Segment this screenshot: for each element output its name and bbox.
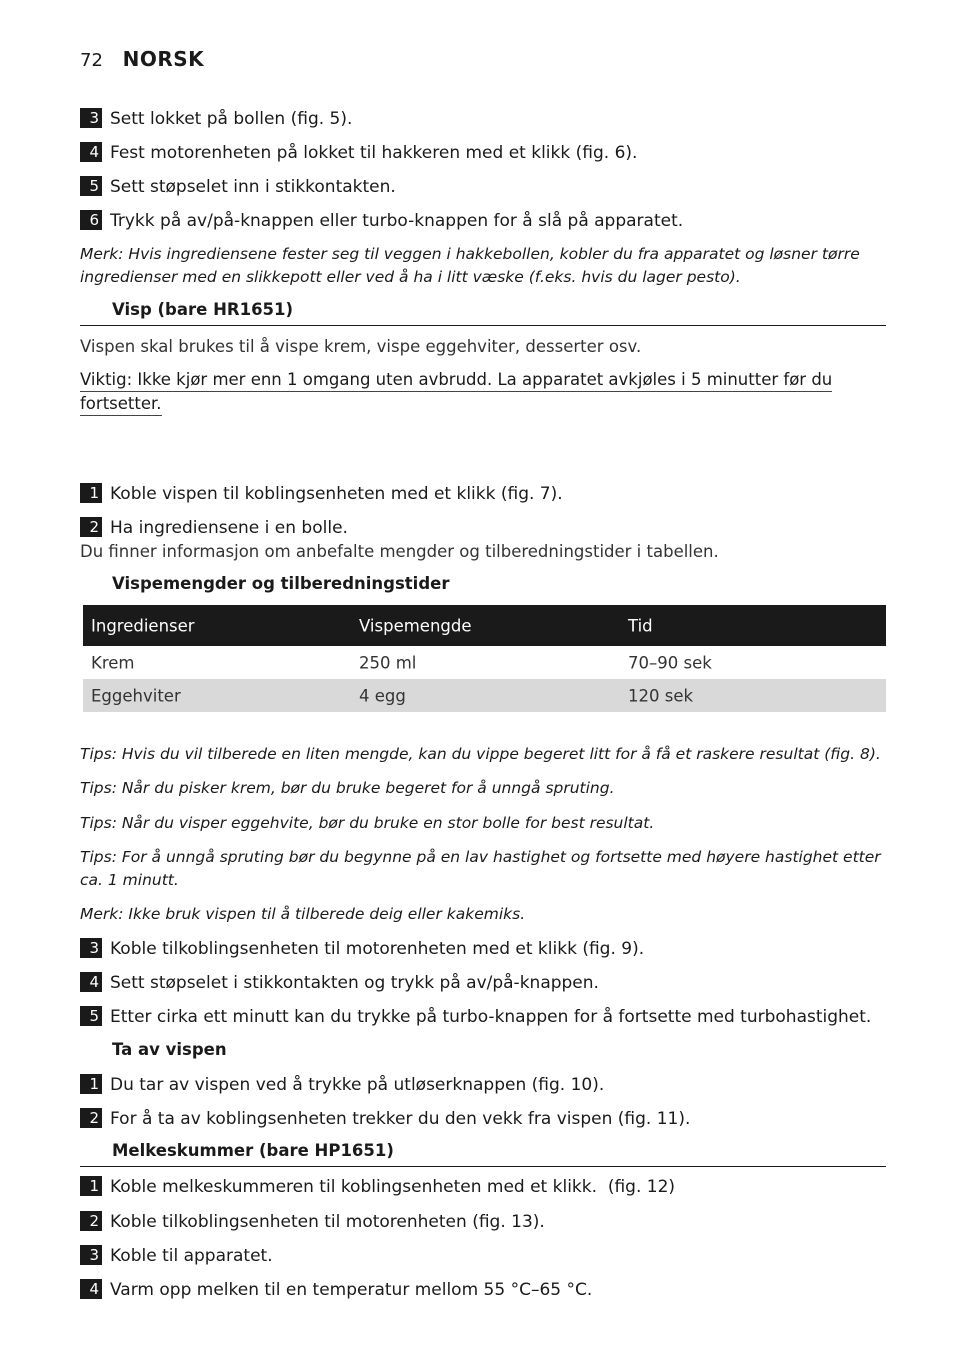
step-text: Koble vispen til koblingsenheten med et klikk (fig. 7). xyxy=(110,484,563,504)
step-number: 1 xyxy=(80,1074,102,1094)
step-text: Du tar av vispen ved å trykke på utløserknappen (fig. 10). xyxy=(110,1075,605,1095)
step-item xyxy=(80,1108,690,1130)
tip-paragraph: Tips: Hvis du vil tilberede en liten mengde, kan du vippe begeret litt for å få et raskere resultat (fig. 8). xyxy=(80,745,881,763)
step-number: 5 xyxy=(80,1006,102,1026)
step-text: Ha ingrediensene i en bolle. xyxy=(110,518,348,538)
step-text: Koble tilkoblingsenheten til motorenheten med et klikk (fig. 9). xyxy=(110,939,645,959)
step-number: 3 xyxy=(80,108,102,128)
warning-line-1: Viktig: Ikke kjør mer enn 1 omgang uten avbrudd. La apparatet avkjøles i 5 minutter før du xyxy=(80,369,832,392)
table-header-cell: Vispemengde xyxy=(359,616,472,635)
step-text: Sett støpselet i stikkontakten og trykk på av/på-knappen. xyxy=(110,973,599,993)
tip-paragraph: Tips: Når du visper eggehvite, bør du bruke en stor bolle for best resultat. xyxy=(80,814,655,832)
step-item xyxy=(80,517,348,539)
section-heading-frother: Melkeskummer (bare HP1651) xyxy=(112,1141,394,1160)
tip-paragraph: Tips: For å unngå spruting bør du begynne på en lav hastighet og fortsette med høyere hastighet etter ca. 1 minutt. xyxy=(80,848,881,889)
table-header-cell: Ingredienser xyxy=(91,616,195,635)
step-item xyxy=(80,108,352,130)
step-number: 4 xyxy=(80,972,102,992)
step-number: 2 xyxy=(80,1211,102,1231)
step-text: Sett støpselet inn i stikkontakten. xyxy=(110,177,396,197)
note-paragraph: Merk: Hvis ingrediensene fester seg til veggen i hakkebollen, kobler du fra apparatet og løsner tørre ingredienser med en slikkepott eller ved å ha i litt væske (f.eks. hvis du lager pesto). xyxy=(80,245,860,286)
table-row xyxy=(83,646,886,679)
step-item xyxy=(80,1006,871,1028)
step-text: Sett lokket på bollen (fig. 5). xyxy=(110,109,353,129)
quantities-table xyxy=(83,605,886,712)
step-text: Koble tilkoblingsenheten til motorenheten (fig. 13). xyxy=(110,1212,545,1232)
step-item xyxy=(80,1211,545,1233)
warning-line-2: fortsetter. xyxy=(80,393,162,416)
step-number: 6 xyxy=(80,210,102,230)
page-header xyxy=(80,47,204,71)
warning-paragraph xyxy=(80,368,840,416)
step-number: 3 xyxy=(80,1245,102,1265)
step-number: 5 xyxy=(80,176,102,196)
table-cell: 70–90 sek xyxy=(628,653,712,672)
table-row xyxy=(83,679,886,712)
step-number: 1 xyxy=(80,483,102,503)
table-cell: 250 ml xyxy=(359,653,417,672)
step-text: Fest motorenheten på lokket til hakkeren med et klikk (fig. 6). xyxy=(110,143,638,163)
table-header-row xyxy=(83,605,886,646)
step-item xyxy=(80,1279,592,1301)
step-number: 4 xyxy=(80,142,102,162)
table-cell: Krem xyxy=(91,653,135,672)
step-number: 2 xyxy=(80,1108,102,1128)
step-text: Koble til apparatet. xyxy=(110,1246,273,1266)
whisk-intro: Vispen skal brukes til å vispe krem, vispe eggehviter, desserter osv. xyxy=(80,337,642,356)
table-header-cell: Tid xyxy=(628,616,653,635)
step-text: Koble melkeskummeren til koblingsenheten med et klikk. (fig. 12) xyxy=(110,1177,676,1197)
step-item xyxy=(80,1245,273,1267)
step-item xyxy=(80,938,644,960)
step-item xyxy=(80,483,563,505)
table-cell: 120 sek xyxy=(628,686,694,705)
page-number: 72 xyxy=(80,50,103,71)
step-item xyxy=(80,1074,604,1096)
step-item xyxy=(80,972,599,994)
step-text: Trykk på av/på-knappen eller turbo-knappen for å slå på apparatet. xyxy=(110,211,684,231)
step-number: 4 xyxy=(80,1279,102,1299)
step-text: For å ta av koblingsenheten trekker du den vekk fra vispen (fig. 11). xyxy=(110,1109,691,1129)
note-paragraph: Merk: Ikke bruk vispen til å tilberede deig eller kakemiks. xyxy=(80,905,526,923)
table-cell: 4 egg xyxy=(359,686,406,705)
section-heading-remove: Ta av vispen xyxy=(112,1040,227,1059)
language-title: NORSK xyxy=(122,47,205,71)
step-number: 3 xyxy=(80,938,102,958)
step-text: Varm opp melken til en temperatur mellom 55 °C–65 °C. xyxy=(110,1280,593,1300)
step-item xyxy=(80,142,637,164)
section-rule xyxy=(80,325,886,326)
section-heading-whisk: Visp (bare HR1651) xyxy=(112,300,294,319)
table-heading: Vispemengder og tilberedningstider xyxy=(112,574,450,593)
step-text: Etter cirka ett minutt kan du trykke på turbo-knappen for å fortsette med turbohastighet. xyxy=(110,1007,872,1027)
step-item xyxy=(80,176,396,198)
step-item xyxy=(80,1176,675,1198)
step-item xyxy=(80,210,683,232)
step-number: 2 xyxy=(80,517,102,537)
section-rule xyxy=(80,1166,886,1167)
step-number: 1 xyxy=(80,1176,102,1196)
table-cell: Eggehviter xyxy=(91,686,181,705)
step-subtext: Du finner informasjon om anbefalte mengder og tilberedningstider i tabellen. xyxy=(80,542,719,561)
tip-paragraph: Tips: Når du pisker krem, bør du bruke begeret for å unngå spruting. xyxy=(80,779,615,797)
